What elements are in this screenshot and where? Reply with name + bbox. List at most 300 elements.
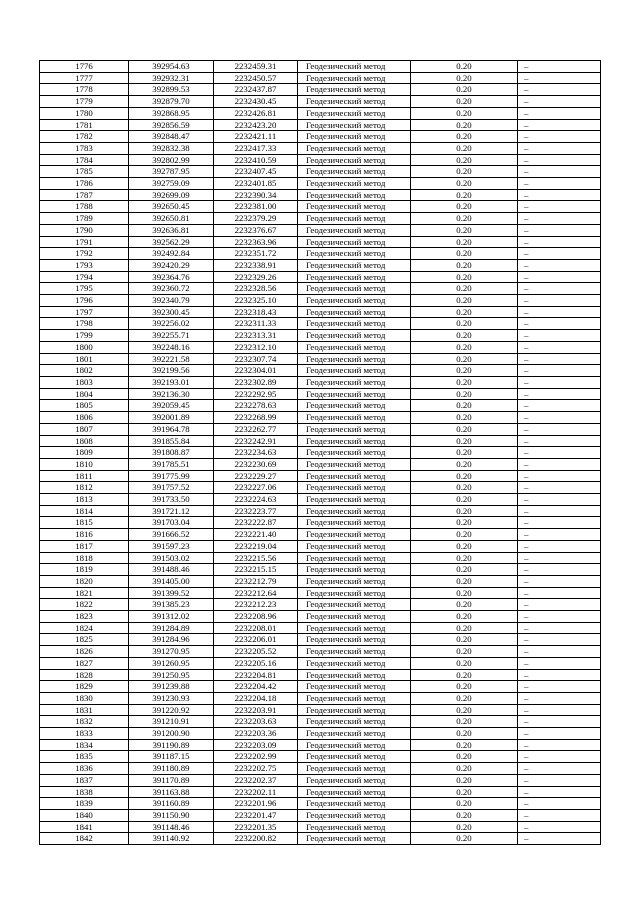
- accuracy-cell: 0.20: [411, 482, 518, 494]
- y-coordinate-cell: 2232212.79: [214, 575, 298, 587]
- x-coordinate-cell: 391733.50: [129, 494, 214, 506]
- table-row: [40, 341, 601, 353]
- accuracy-cell: 0.20: [411, 634, 518, 646]
- method-cell: Геодезический метод: [298, 189, 411, 201]
- note-cell: –: [518, 575, 601, 587]
- point-number-cell: 1795: [40, 283, 129, 295]
- y-coordinate-cell: 2232268.99: [214, 412, 298, 424]
- y-coordinate-cell: 2232318.43: [214, 306, 298, 318]
- table-row: [40, 669, 601, 681]
- x-coordinate-cell: 392420.29: [129, 259, 214, 271]
- x-coordinate-cell: 391239.88: [129, 681, 214, 693]
- point-number-cell: 1818: [40, 552, 129, 564]
- x-coordinate-cell: 391190.89: [129, 739, 214, 751]
- accuracy-cell: 0.20: [411, 774, 518, 786]
- method-cell: Геодезический метод: [298, 213, 411, 225]
- table-row: [40, 810, 601, 822]
- y-coordinate-cell: 2232338.91: [214, 259, 298, 271]
- method-cell: Геодезический метод: [298, 657, 411, 669]
- x-coordinate-cell: 391703.04: [129, 517, 214, 529]
- point-number-cell: 1777: [40, 72, 129, 84]
- accuracy-cell: 0.20: [411, 259, 518, 271]
- accuracy-cell: 0.20: [411, 833, 518, 845]
- table-row: [40, 213, 601, 225]
- accuracy-cell: 0.20: [411, 517, 518, 529]
- method-cell: Геодезический метод: [298, 376, 411, 388]
- method-cell: Геодезический метод: [298, 669, 411, 681]
- note-cell: –: [518, 84, 601, 96]
- accuracy-cell: 0.20: [411, 189, 518, 201]
- note-cell: –: [518, 236, 601, 248]
- accuracy-cell: 0.20: [411, 575, 518, 587]
- point-number-cell: 1790: [40, 224, 129, 236]
- x-coordinate-cell: 392256.02: [129, 318, 214, 330]
- y-coordinate-cell: 2232292.95: [214, 388, 298, 400]
- table-row: [40, 774, 601, 786]
- method-cell: Геодезический метод: [298, 716, 411, 728]
- x-coordinate-cell: 391250.95: [129, 669, 214, 681]
- y-coordinate-cell: 2232203.91: [214, 704, 298, 716]
- method-cell: Геодезический метод: [298, 166, 411, 178]
- table-row: [40, 540, 601, 552]
- point-number-cell: 1788: [40, 201, 129, 213]
- note-cell: –: [518, 458, 601, 470]
- point-number-cell: 1804: [40, 388, 129, 400]
- accuracy-cell: 0.20: [411, 412, 518, 424]
- y-coordinate-cell: 2232304.01: [214, 365, 298, 377]
- y-coordinate-cell: 2232430.45: [214, 96, 298, 108]
- x-coordinate-cell: 392364.76: [129, 271, 214, 283]
- accuracy-cell: 0.20: [411, 692, 518, 704]
- method-cell: Геодезический метод: [298, 494, 411, 506]
- point-number-cell: 1794: [40, 271, 129, 283]
- x-coordinate-cell: 391150.90: [129, 810, 214, 822]
- point-number-cell: 1841: [40, 821, 129, 833]
- method-cell: Геодезический метод: [298, 178, 411, 190]
- accuracy-cell: 0.20: [411, 552, 518, 564]
- table-row: [40, 821, 601, 833]
- point-number-cell: 1814: [40, 505, 129, 517]
- method-cell: Геодезический метод: [298, 330, 411, 342]
- y-coordinate-cell: 2232426.81: [214, 107, 298, 119]
- table-row: [40, 564, 601, 576]
- table-row: [40, 482, 601, 494]
- method-cell: Геодезический метод: [298, 833, 411, 845]
- point-number-cell: 1816: [40, 529, 129, 541]
- x-coordinate-cell: 391170.89: [129, 774, 214, 786]
- table-row: [40, 412, 601, 424]
- method-cell: Геодезический метод: [298, 96, 411, 108]
- y-coordinate-cell: 2232313.31: [214, 330, 298, 342]
- note-cell: –: [518, 540, 601, 552]
- method-cell: Геодезический метод: [298, 142, 411, 154]
- table-row: [40, 166, 601, 178]
- note-cell: –: [518, 61, 601, 73]
- y-coordinate-cell: 2232204.42: [214, 681, 298, 693]
- x-coordinate-cell: 391210.91: [129, 716, 214, 728]
- x-coordinate-cell: 391488.46: [129, 564, 214, 576]
- y-coordinate-cell: 2232311.33: [214, 318, 298, 330]
- note-cell: –: [518, 259, 601, 271]
- accuracy-cell: 0.20: [411, 728, 518, 740]
- table-row: [40, 529, 601, 541]
- x-coordinate-cell: 391180.89: [129, 763, 214, 775]
- x-coordinate-cell: 391284.96: [129, 634, 214, 646]
- y-coordinate-cell: 2232328.56: [214, 283, 298, 295]
- y-coordinate-cell: 2232208.96: [214, 611, 298, 623]
- note-cell: –: [518, 295, 601, 307]
- accuracy-cell: 0.20: [411, 271, 518, 283]
- accuracy-cell: 0.20: [411, 283, 518, 295]
- table-row: [40, 763, 601, 775]
- x-coordinate-cell: 391148.46: [129, 821, 214, 833]
- x-coordinate-cell: 391597.23: [129, 540, 214, 552]
- y-coordinate-cell: 2232223.77: [214, 505, 298, 517]
- x-coordinate-cell: 392868.95: [129, 107, 214, 119]
- y-coordinate-cell: 2232325.10: [214, 295, 298, 307]
- note-cell: –: [518, 412, 601, 424]
- point-number-cell: 1836: [40, 763, 129, 775]
- note-cell: –: [518, 248, 601, 260]
- note-cell: –: [518, 517, 601, 529]
- point-number-cell: 1812: [40, 482, 129, 494]
- y-coordinate-cell: 2232423.20: [214, 119, 298, 131]
- x-coordinate-cell: 391399.52: [129, 587, 214, 599]
- table-row: [40, 681, 601, 693]
- x-coordinate-cell: 391808.87: [129, 447, 214, 459]
- accuracy-cell: 0.20: [411, 786, 518, 798]
- y-coordinate-cell: 2232230.69: [214, 458, 298, 470]
- method-cell: Геодезический метод: [298, 739, 411, 751]
- point-number-cell: 1810: [40, 458, 129, 470]
- table-row: [40, 786, 601, 798]
- method-cell: Геодезический метод: [298, 458, 411, 470]
- table-row: [40, 646, 601, 658]
- method-cell: Геодезический метод: [298, 646, 411, 658]
- point-number-cell: 1826: [40, 646, 129, 658]
- point-number-cell: 1802: [40, 365, 129, 377]
- point-number-cell: 1820: [40, 575, 129, 587]
- method-cell: Геодезический метод: [298, 517, 411, 529]
- note-cell: –: [518, 423, 601, 435]
- note-cell: –: [518, 587, 601, 599]
- method-cell: Геодезический метод: [298, 84, 411, 96]
- table-row: [40, 178, 601, 190]
- y-coordinate-cell: 2232407.45: [214, 166, 298, 178]
- x-coordinate-cell: 391187.15: [129, 751, 214, 763]
- y-coordinate-cell: 2232202.75: [214, 763, 298, 775]
- x-coordinate-cell: 392492.84: [129, 248, 214, 260]
- y-coordinate-cell: 2232437.87: [214, 84, 298, 96]
- x-coordinate-cell: 392650.45: [129, 201, 214, 213]
- table-row: [40, 154, 601, 166]
- accuracy-cell: 0.20: [411, 646, 518, 658]
- note-cell: –: [518, 482, 601, 494]
- accuracy-cell: 0.20: [411, 599, 518, 611]
- table-row: [40, 318, 601, 330]
- coordinates-table: [39, 60, 601, 845]
- accuracy-cell: 0.20: [411, 681, 518, 693]
- table-row: [40, 283, 601, 295]
- point-number-cell: 1793: [40, 259, 129, 271]
- table-row: [40, 330, 601, 342]
- method-cell: Геодезический метод: [298, 423, 411, 435]
- method-cell: Геодезический метод: [298, 341, 411, 353]
- y-coordinate-cell: 2232459.31: [214, 61, 298, 73]
- point-number-cell: 1830: [40, 692, 129, 704]
- accuracy-cell: 0.20: [411, 365, 518, 377]
- point-number-cell: 1834: [40, 739, 129, 751]
- note-cell: –: [518, 494, 601, 506]
- point-number-cell: 1824: [40, 622, 129, 634]
- x-coordinate-cell: 391503.02: [129, 552, 214, 564]
- method-cell: Геодезический метод: [298, 540, 411, 552]
- point-number-cell: 1779: [40, 96, 129, 108]
- note-cell: –: [518, 786, 601, 798]
- x-coordinate-cell: 392856.59: [129, 119, 214, 131]
- method-cell: Геодезический метод: [298, 318, 411, 330]
- table-row: [40, 435, 601, 447]
- y-coordinate-cell: 2232201.47: [214, 810, 298, 822]
- x-coordinate-cell: 392650.81: [129, 213, 214, 225]
- table-row: [40, 751, 601, 763]
- method-cell: Геодезический метод: [298, 236, 411, 248]
- x-coordinate-cell: 391385.23: [129, 599, 214, 611]
- point-number-cell: 1842: [40, 833, 129, 845]
- y-coordinate-cell: 2232204.18: [214, 692, 298, 704]
- method-cell: Геодезический метод: [298, 599, 411, 611]
- method-cell: Геодезический метод: [298, 552, 411, 564]
- table-row: [40, 599, 601, 611]
- y-coordinate-cell: 2232417.33: [214, 142, 298, 154]
- accuracy-cell: 0.20: [411, 213, 518, 225]
- y-coordinate-cell: 2232312.10: [214, 341, 298, 353]
- method-cell: Геодезический метод: [298, 681, 411, 693]
- x-coordinate-cell: 392248.16: [129, 341, 214, 353]
- accuracy-cell: 0.20: [411, 435, 518, 447]
- table-row: [40, 716, 601, 728]
- table-row: [40, 306, 601, 318]
- point-number-cell: 1792: [40, 248, 129, 260]
- x-coordinate-cell: 391140.92: [129, 833, 214, 845]
- table-row: [40, 739, 601, 751]
- accuracy-cell: 0.20: [411, 224, 518, 236]
- x-coordinate-cell: 391312.02: [129, 611, 214, 623]
- note-cell: –: [518, 751, 601, 763]
- y-coordinate-cell: 2232201.35: [214, 821, 298, 833]
- note-cell: –: [518, 365, 601, 377]
- point-number-cell: 1838: [40, 786, 129, 798]
- note-cell: –: [518, 271, 601, 283]
- method-cell: Геодезический метод: [298, 295, 411, 307]
- accuracy-cell: 0.20: [411, 529, 518, 541]
- note-cell: –: [518, 224, 601, 236]
- table-row: [40, 505, 601, 517]
- note-cell: –: [518, 341, 601, 353]
- y-coordinate-cell: 2232208.01: [214, 622, 298, 634]
- table-row: [40, 142, 601, 154]
- x-coordinate-cell: 391964.78: [129, 423, 214, 435]
- note-cell: –: [518, 353, 601, 365]
- x-coordinate-cell: 391757.52: [129, 482, 214, 494]
- accuracy-cell: 0.20: [411, 248, 518, 260]
- x-coordinate-cell: 392340.79: [129, 295, 214, 307]
- point-number-cell: 1823: [40, 611, 129, 623]
- accuracy-cell: 0.20: [411, 341, 518, 353]
- table-row: [40, 295, 601, 307]
- note-cell: –: [518, 692, 601, 704]
- note-cell: –: [518, 599, 601, 611]
- accuracy-cell: 0.20: [411, 587, 518, 599]
- point-number-cell: 1831: [40, 704, 129, 716]
- accuracy-cell: 0.20: [411, 470, 518, 482]
- note-cell: –: [518, 400, 601, 412]
- y-coordinate-cell: 2232307.74: [214, 353, 298, 365]
- method-cell: Геодезический метод: [298, 412, 411, 424]
- method-cell: Геодезический метод: [298, 388, 411, 400]
- accuracy-cell: 0.20: [411, 178, 518, 190]
- note-cell: –: [518, 564, 601, 576]
- y-coordinate-cell: 2232221.40: [214, 529, 298, 541]
- note-cell: –: [518, 376, 601, 388]
- table-row: [40, 189, 601, 201]
- table-row: [40, 458, 601, 470]
- y-coordinate-cell: 2232215.56: [214, 552, 298, 564]
- method-cell: Геодезический метод: [298, 400, 411, 412]
- x-coordinate-cell: 391666.52: [129, 529, 214, 541]
- x-coordinate-cell: 391260.95: [129, 657, 214, 669]
- accuracy-cell: 0.20: [411, 61, 518, 73]
- y-coordinate-cell: 2232224.63: [214, 494, 298, 506]
- method-cell: Геодезический метод: [298, 692, 411, 704]
- method-cell: Геодезический метод: [298, 201, 411, 213]
- x-coordinate-cell: 391284.89: [129, 622, 214, 634]
- table-row: [40, 704, 601, 716]
- accuracy-cell: 0.20: [411, 96, 518, 108]
- note-cell: –: [518, 189, 601, 201]
- table-row: [40, 611, 601, 623]
- point-number-cell: 1825: [40, 634, 129, 646]
- y-coordinate-cell: 2232262.77: [214, 423, 298, 435]
- note-cell: –: [518, 634, 601, 646]
- y-coordinate-cell: 2232200.82: [214, 833, 298, 845]
- y-coordinate-cell: 2232379.29: [214, 213, 298, 225]
- accuracy-cell: 0.20: [411, 72, 518, 84]
- table-row: [40, 447, 601, 459]
- table-row: [40, 96, 601, 108]
- x-coordinate-cell: 391785.51: [129, 458, 214, 470]
- point-number-cell: 1827: [40, 657, 129, 669]
- table-row: [40, 72, 601, 84]
- accuracy-cell: 0.20: [411, 166, 518, 178]
- point-number-cell: 1821: [40, 587, 129, 599]
- y-coordinate-cell: 2232205.52: [214, 646, 298, 658]
- x-coordinate-cell: 392360.72: [129, 283, 214, 295]
- accuracy-cell: 0.20: [411, 295, 518, 307]
- point-number-cell: 1787: [40, 189, 129, 201]
- y-coordinate-cell: 2232227.06: [214, 482, 298, 494]
- table-row: [40, 634, 601, 646]
- table-row: [40, 517, 601, 529]
- table-row: [40, 575, 601, 587]
- y-coordinate-cell: 2232363.96: [214, 236, 298, 248]
- x-coordinate-cell: 392759.09: [129, 178, 214, 190]
- x-coordinate-cell: 392879.70: [129, 96, 214, 108]
- x-coordinate-cell: 391855.84: [129, 435, 214, 447]
- x-coordinate-cell: 391200.90: [129, 728, 214, 740]
- table-row: [40, 376, 601, 388]
- accuracy-cell: 0.20: [411, 669, 518, 681]
- accuracy-cell: 0.20: [411, 318, 518, 330]
- coordinates-table-body: [40, 61, 601, 845]
- table-row: [40, 248, 601, 260]
- table-row: [40, 61, 601, 73]
- method-cell: Геодезический метод: [298, 575, 411, 587]
- note-cell: –: [518, 96, 601, 108]
- y-coordinate-cell: 2232202.37: [214, 774, 298, 786]
- point-number-cell: 1809: [40, 447, 129, 459]
- note-cell: –: [518, 283, 601, 295]
- method-cell: Геодезический метод: [298, 271, 411, 283]
- point-number-cell: 1781: [40, 119, 129, 131]
- method-cell: Геодезический метод: [298, 72, 411, 84]
- x-coordinate-cell: 392932.31: [129, 72, 214, 84]
- method-cell: Геодезический метод: [298, 61, 411, 73]
- y-coordinate-cell: 2232205.16: [214, 657, 298, 669]
- point-number-cell: 1805: [40, 400, 129, 412]
- point-number-cell: 1782: [40, 131, 129, 143]
- note-cell: –: [518, 669, 601, 681]
- note-cell: –: [518, 611, 601, 623]
- y-coordinate-cell: 2232242.91: [214, 435, 298, 447]
- y-coordinate-cell: 2232212.23: [214, 599, 298, 611]
- method-cell: Геодезический метод: [298, 470, 411, 482]
- note-cell: –: [518, 505, 601, 517]
- point-number-cell: 1808: [40, 435, 129, 447]
- x-coordinate-cell: 391230.93: [129, 692, 214, 704]
- y-coordinate-cell: 2232219.04: [214, 540, 298, 552]
- method-cell: Геодезический метод: [298, 224, 411, 236]
- point-number-cell: 1786: [40, 178, 129, 190]
- table-row: [40, 131, 601, 143]
- x-coordinate-cell: 392787.95: [129, 166, 214, 178]
- note-cell: –: [518, 107, 601, 119]
- method-cell: Геодезический метод: [298, 704, 411, 716]
- y-coordinate-cell: 2232450.57: [214, 72, 298, 84]
- table-row: [40, 259, 601, 271]
- table-row: [40, 84, 601, 96]
- note-cell: –: [518, 318, 601, 330]
- table-row: [40, 728, 601, 740]
- y-coordinate-cell: 2232204.81: [214, 669, 298, 681]
- accuracy-cell: 0.20: [411, 376, 518, 388]
- y-coordinate-cell: 2232229.27: [214, 470, 298, 482]
- point-number-cell: 1791: [40, 236, 129, 248]
- point-number-cell: 1799: [40, 330, 129, 342]
- y-coordinate-cell: 2232410.59: [214, 154, 298, 166]
- accuracy-cell: 0.20: [411, 119, 518, 131]
- y-coordinate-cell: 2232329.26: [214, 271, 298, 283]
- x-coordinate-cell: 391163.88: [129, 786, 214, 798]
- note-cell: –: [518, 529, 601, 541]
- method-cell: Геодезический метод: [298, 587, 411, 599]
- method-cell: Геодезический метод: [298, 763, 411, 775]
- accuracy-cell: 0.20: [411, 84, 518, 96]
- note-cell: –: [518, 739, 601, 751]
- accuracy-cell: 0.20: [411, 458, 518, 470]
- y-coordinate-cell: 2232203.63: [214, 716, 298, 728]
- x-coordinate-cell: 392059.45: [129, 400, 214, 412]
